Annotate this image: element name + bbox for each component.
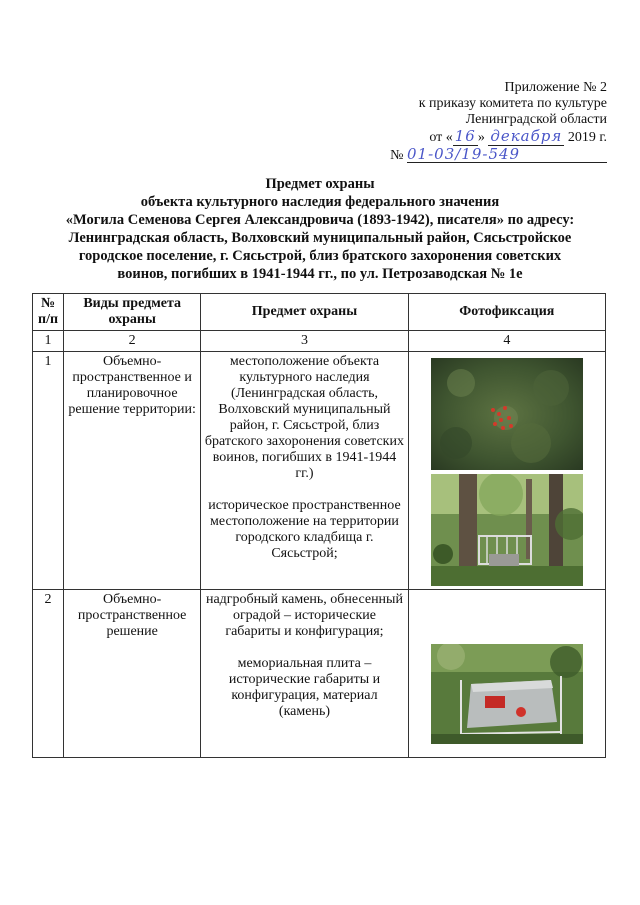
subject-text-1: надгробный камень, обнесенный оградой – исторические габариты и конфигурация; — [205, 592, 403, 639]
row-number: 1 — [33, 352, 64, 590]
index-cell: 3 — [201, 331, 408, 352]
document-title — [20, 175, 620, 283]
title-line-3: «Могила Семенова Сергея Александровича (1893-1942), писателя» по адресу: — [65, 212, 575, 228]
row-photos — [408, 352, 605, 590]
index-cell: 2 — [64, 331, 201, 352]
date-day: 16 — [454, 127, 476, 145]
header-type: Виды предмета охраны — [64, 294, 201, 331]
header-subject: Предмет охраны — [201, 294, 408, 331]
date-month: декабря — [490, 127, 563, 145]
subject-text-2: мемориальная плита – исторические габариты и конфигурация, материал (камень) — [228, 656, 381, 719]
header-number: № п/п — [33, 294, 64, 331]
title-line-6: воинов, погибших в 1941-1944 гг., по ул. Петрозаводская № 1е — [117, 266, 523, 282]
row-type: Объемно-пространственное решение — [64, 590, 201, 758]
date-year: 2019 г. — [567, 130, 607, 145]
title-line-1: Предмет охраны — [265, 176, 375, 192]
appendix-block — [367, 80, 607, 164]
protection-table — [32, 293, 606, 758]
title-line-4: Ленинградская область, Волховский муниципальный район, Сясьстройское — [68, 230, 572, 246]
date-mid: » — [477, 130, 485, 145]
table-row — [33, 352, 606, 590]
row-subject — [201, 352, 408, 590]
number-value: 01-03/19-549 — [407, 146, 607, 163]
appendix-number — [367, 146, 607, 164]
row-number: 2 — [33, 590, 64, 758]
row-photos — [408, 590, 605, 758]
photo-grave-fence — [431, 474, 583, 586]
number-prefix: № — [390, 148, 404, 163]
header-photo: Фотофиксация — [408, 294, 605, 331]
index-cell: 1 — [33, 331, 64, 352]
title-line-2: объекта культурного наследия федерального значения — [140, 194, 500, 210]
appendix-line-2: к приказу комитета по культуре — [418, 96, 607, 111]
table-index-row — [33, 331, 606, 352]
appendix-date — [367, 128, 607, 146]
photo-memorial-plate — [431, 644, 583, 744]
table-header-row — [33, 294, 606, 331]
date-prefix: от « — [429, 130, 453, 145]
index-cell: 4 — [408, 331, 605, 352]
row-type: Объемно-пространственное и планировочное решение территории: — [64, 352, 201, 590]
table-row — [33, 590, 606, 758]
subject-text-1: местоположение объекта культурного наследия (Ленинградская область, Волховский муниципальный район, г. Сясьстрой, близ братского захоронения советских воинов, погибших в 1941-1944 гг.) — [204, 354, 404, 481]
row-subject — [201, 590, 408, 758]
appendix-line-1: Приложение № 2 — [504, 80, 607, 95]
appendix-line-3: Ленинградской области — [465, 112, 607, 127]
photo-grave-overhead — [431, 358, 583, 470]
title-line-5: городское поселение, г. Сясьстрой, близ братского захоронения советских — [78, 248, 562, 264]
subject-text-2: историческое пространственное местоположение на территории городского кладбища г. Сясьстрой; — [208, 498, 401, 561]
